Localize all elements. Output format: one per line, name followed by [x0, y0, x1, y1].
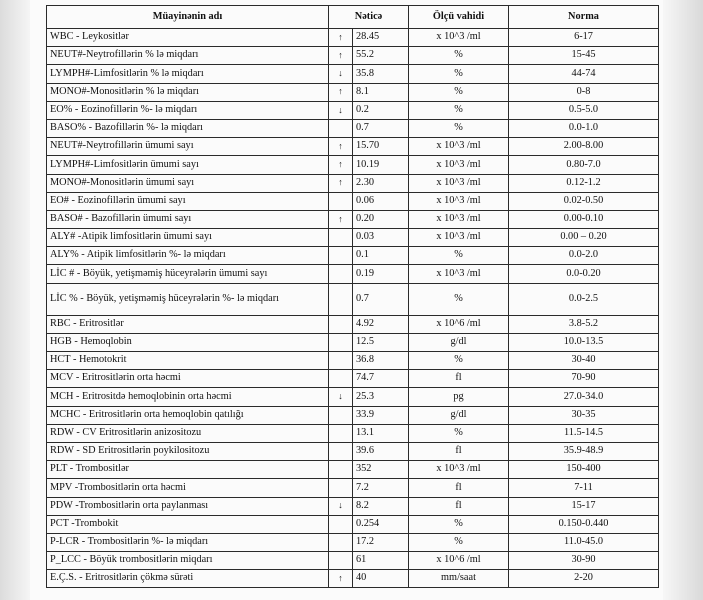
test-name: LYMPH#-Limfositlərin ümumi sayı: [47, 156, 329, 174]
unit-value: %: [409, 352, 509, 370]
flag-cell: [329, 533, 353, 551]
result-value: 36.8: [353, 352, 409, 370]
norm-range: 0.0-0.20: [509, 265, 659, 283]
result-value: 10.19: [353, 156, 409, 174]
table-row: [47, 229, 659, 247]
unit-value: x 10^6 /ml: [409, 315, 509, 333]
table-row: [47, 406, 659, 424]
test-name: MONO#-Monositlərin ümumi sayı: [47, 174, 329, 192]
norm-range: 0.12-1.2: [509, 174, 659, 192]
unit-value: g/dl: [409, 333, 509, 351]
norm-range: 0.80-7.0: [509, 156, 659, 174]
table-row: [47, 461, 659, 479]
test-name: MPV -Trombositlərin orta həcmi: [47, 479, 329, 497]
test-name: HCT - Hemotokrit: [47, 352, 329, 370]
result-value: 4.92: [353, 315, 409, 333]
flag-cell: [329, 210, 353, 228]
arrow-up-icon: ↑: [338, 50, 343, 61]
test-name: MCV - Eritrositlərin orta həcmi: [47, 370, 329, 388]
unit-value: %: [409, 83, 509, 101]
flag-cell: [329, 65, 353, 83]
flag-cell: [329, 247, 353, 265]
flag-cell: [329, 119, 353, 137]
unit-value: x 10^3 /ml: [409, 29, 509, 47]
table-row: [47, 47, 659, 65]
flag-cell: [329, 138, 353, 156]
header-row: [47, 6, 659, 29]
arrow-down-icon: ↓: [338, 68, 343, 79]
test-name: HGB - Hemoqlobin: [47, 333, 329, 351]
test-name: NEUT#-Neytrofillərin % lə miqdarı: [47, 47, 329, 65]
result-value: 0.1: [353, 247, 409, 265]
test-name: LİC # - Böyük, yetişməmiş hüceyrələrin ümumi sayı: [47, 265, 329, 283]
test-name: MONO#-Monositlərin % lə miqdarı: [47, 83, 329, 101]
test-name: PCT -Trombokit: [47, 515, 329, 533]
result-value: 74.7: [353, 370, 409, 388]
norm-range: 11.5-14.5: [509, 424, 659, 442]
flag-cell: [329, 174, 353, 192]
flag-cell: [329, 388, 353, 406]
result-value: 39.6: [353, 442, 409, 460]
flag-cell: [329, 333, 353, 351]
table-row: [47, 515, 659, 533]
flag-cell: [329, 515, 353, 533]
header-test-name: Müayinənin adı: [47, 6, 329, 29]
result-value: 0.7: [353, 283, 409, 315]
result-value: 352: [353, 461, 409, 479]
flag-cell: [329, 283, 353, 315]
norm-range: 35.9-48.9: [509, 442, 659, 460]
test-name: LYMPH#-Limfositlərin % lə miqdarı: [47, 65, 329, 83]
norm-range: 30-40: [509, 352, 659, 370]
flag-cell: [329, 479, 353, 497]
unit-value: x 10^3 /ml: [409, 229, 509, 247]
norm-range: 3.8-5.2: [509, 315, 659, 333]
result-value: 17.2: [353, 533, 409, 551]
norm-range: 2.00-8.00: [509, 138, 659, 156]
table-row: [47, 247, 659, 265]
result-value: 8.2: [353, 497, 409, 515]
flag-cell: [329, 442, 353, 460]
result-value: 0.20: [353, 210, 409, 228]
arrow-down-icon: ↓: [338, 104, 343, 115]
norm-range: 27.0-34.0: [509, 388, 659, 406]
result-value: 61: [353, 552, 409, 570]
norm-range: 70-90: [509, 370, 659, 388]
norm-range: 30-35: [509, 406, 659, 424]
flag-cell: [329, 570, 353, 588]
norm-range: 15-45: [509, 47, 659, 65]
unit-value: fl: [409, 497, 509, 515]
result-value: 28.45: [353, 29, 409, 47]
flag-cell: [329, 192, 353, 210]
unit-value: fl: [409, 442, 509, 460]
test-name: NEUT#-Neytrofillərin ümumi sayı: [47, 138, 329, 156]
unit-value: x 10^3 /ml: [409, 461, 509, 479]
norm-range: 10.0-13.5: [509, 333, 659, 351]
table-row: [47, 174, 659, 192]
test-name: PLT - Trombositlər: [47, 461, 329, 479]
unit-value: %: [409, 65, 509, 83]
unit-value: %: [409, 424, 509, 442]
result-value: 55.2: [353, 47, 409, 65]
flag-cell: [329, 29, 353, 47]
table-row: [47, 83, 659, 101]
table-row: [47, 315, 659, 333]
test-name: P_LCC - Böyük trombositlərin miqdarı: [47, 552, 329, 570]
norm-range: 7-11: [509, 479, 659, 497]
test-name: BASO# - Bazofillərin ümumi sayı: [47, 210, 329, 228]
flag-cell: [329, 47, 353, 65]
flag-cell: [329, 424, 353, 442]
result-value: 0.7: [353, 119, 409, 137]
flag-cell: [329, 352, 353, 370]
arrow-up-icon: ↑: [338, 159, 343, 170]
result-value: 0.06: [353, 192, 409, 210]
unit-value: x 10^3 /ml: [409, 156, 509, 174]
unit-value: g/dl: [409, 406, 509, 424]
flag-cell: [329, 315, 353, 333]
table-row: [47, 119, 659, 137]
norm-range: 150-400: [509, 461, 659, 479]
test-name: E.Ç.S. - Eritrositlərin çökmə sürəti: [47, 570, 329, 588]
test-name: BASO% - Bazofillərin %- lə miqdarı: [47, 119, 329, 137]
flag-cell: [329, 229, 353, 247]
unit-value: %: [409, 533, 509, 551]
result-value: 7.2: [353, 479, 409, 497]
unit-value: x 10^3 /ml: [409, 192, 509, 210]
table-row: [47, 497, 659, 515]
result-value: 15.70: [353, 138, 409, 156]
result-value: 8.1: [353, 83, 409, 101]
arrow-up-icon: ↑: [338, 573, 343, 584]
test-name: PDW -Trombositlərin orta paylanması: [47, 497, 329, 515]
header-norm: Norma: [509, 6, 659, 29]
table-row: [47, 424, 659, 442]
norm-range: 0.0-2.0: [509, 247, 659, 265]
unit-value: %: [409, 515, 509, 533]
test-name: RDW - SD Eritrositlərin poykilositozu: [47, 442, 329, 460]
arrow-down-icon: ↓: [338, 391, 343, 402]
header-unit: Ölçü vahidi: [409, 6, 509, 29]
result-value: 0.254: [353, 515, 409, 533]
test-name: EO# - Eozinofillərin ümumi sayı: [47, 192, 329, 210]
norm-range: 0.150-0.440: [509, 515, 659, 533]
table-row: [47, 265, 659, 283]
norm-range: 0.5-5.0: [509, 101, 659, 119]
test-name: WBC - Leykositlər: [47, 29, 329, 47]
test-name: RDW - CV Eritrositlərin anizositozu: [47, 424, 329, 442]
table-row: [47, 101, 659, 119]
result-value: 0.19: [353, 265, 409, 283]
table-row: [47, 552, 659, 570]
norm-range: 15-17: [509, 497, 659, 515]
table-row: [47, 442, 659, 460]
table-row: [47, 533, 659, 551]
table-row: [47, 29, 659, 47]
flag-cell: [329, 370, 353, 388]
norm-range: 44-74: [509, 65, 659, 83]
test-name: ALY% - Atipik limfositlərin %- lə miqdarı: [47, 247, 329, 265]
table-row: [47, 333, 659, 351]
norm-range: 0-8: [509, 83, 659, 101]
norm-range: 0.00-0.10: [509, 210, 659, 228]
flag-cell: [329, 406, 353, 424]
table-row: [47, 210, 659, 228]
unit-value: x 10^3 /ml: [409, 138, 509, 156]
unit-value: x 10^3 /ml: [409, 174, 509, 192]
unit-value: %: [409, 119, 509, 137]
unit-value: %: [409, 101, 509, 119]
result-value: 40: [353, 570, 409, 588]
table-row: [47, 192, 659, 210]
result-value: 0.2: [353, 101, 409, 119]
test-name: MCH - Eritrositdə hemoqlobinin orta həcmi: [47, 388, 329, 406]
flag-cell: [329, 552, 353, 570]
unit-value: %: [409, 47, 509, 65]
table-row: [47, 352, 659, 370]
flag-cell: [329, 156, 353, 174]
unit-value: mm/saat: [409, 570, 509, 588]
lab-results-table: [46, 5, 659, 588]
table-row: [47, 156, 659, 174]
arrow-up-icon: ↑: [338, 177, 343, 188]
norm-range: 0.0-1.0: [509, 119, 659, 137]
flag-cell: [329, 265, 353, 283]
table-row: [47, 479, 659, 497]
header-result: Nəticə: [329, 6, 409, 29]
table-row: [47, 370, 659, 388]
norm-range: 2-20: [509, 570, 659, 588]
test-name: LİC % - Böyük, yetişməmiş hüceyrələrin %- lə miqdarı: [47, 283, 329, 315]
flag-cell: [329, 101, 353, 119]
unit-value: pg: [409, 388, 509, 406]
arrow-down-icon: ↓: [338, 500, 343, 511]
unit-value: x 10^3 /ml: [409, 265, 509, 283]
results-body: [47, 29, 659, 588]
table-row: [47, 65, 659, 83]
result-value: 2.30: [353, 174, 409, 192]
norm-range: 30-90: [509, 552, 659, 570]
norm-range: 6-17: [509, 29, 659, 47]
result-value: 25.3: [353, 388, 409, 406]
unit-value: %: [409, 283, 509, 315]
norm-range: 0.02-0.50: [509, 192, 659, 210]
result-value: 12.5: [353, 333, 409, 351]
unit-value: %: [409, 247, 509, 265]
unit-value: x 10^3 /ml: [409, 210, 509, 228]
test-name: MCHC - Eritrositlərin orta hemoqlobin qatılığı: [47, 406, 329, 424]
result-value: 33.9: [353, 406, 409, 424]
norm-range: 0.00 – 0.20: [509, 229, 659, 247]
norm-range: 11.0-45.0: [509, 533, 659, 551]
flag-cell: [329, 461, 353, 479]
flag-cell: [329, 83, 353, 101]
arrow-up-icon: ↑: [338, 31, 343, 42]
norm-range: 0.0-2.5: [509, 283, 659, 315]
table-row: [47, 138, 659, 156]
result-value: 0.03: [353, 229, 409, 247]
table-row: [47, 570, 659, 588]
unit-value: fl: [409, 370, 509, 388]
flag-cell: [329, 497, 353, 515]
result-value: 35.8: [353, 65, 409, 83]
test-name: EO% - Eozinofillərin %- lə miqdarı: [47, 101, 329, 119]
table-row: [47, 388, 659, 406]
test-name: RBC - Eritrositlər: [47, 315, 329, 333]
test-name: P-LCR - Trombositlərin %- lə miqdarı: [47, 533, 329, 551]
arrow-up-icon: ↑: [338, 141, 343, 151]
table-row: [47, 283, 659, 315]
test-name: ALY# -Atipik limfositlərin ümumi sayı: [47, 229, 329, 247]
unit-value: x 10^6 /ml: [409, 552, 509, 570]
arrow-up-icon: ↑: [338, 213, 343, 224]
arrow-up-icon: ↑: [338, 86, 343, 97]
unit-value: fl: [409, 479, 509, 497]
result-value: 13.1: [353, 424, 409, 442]
